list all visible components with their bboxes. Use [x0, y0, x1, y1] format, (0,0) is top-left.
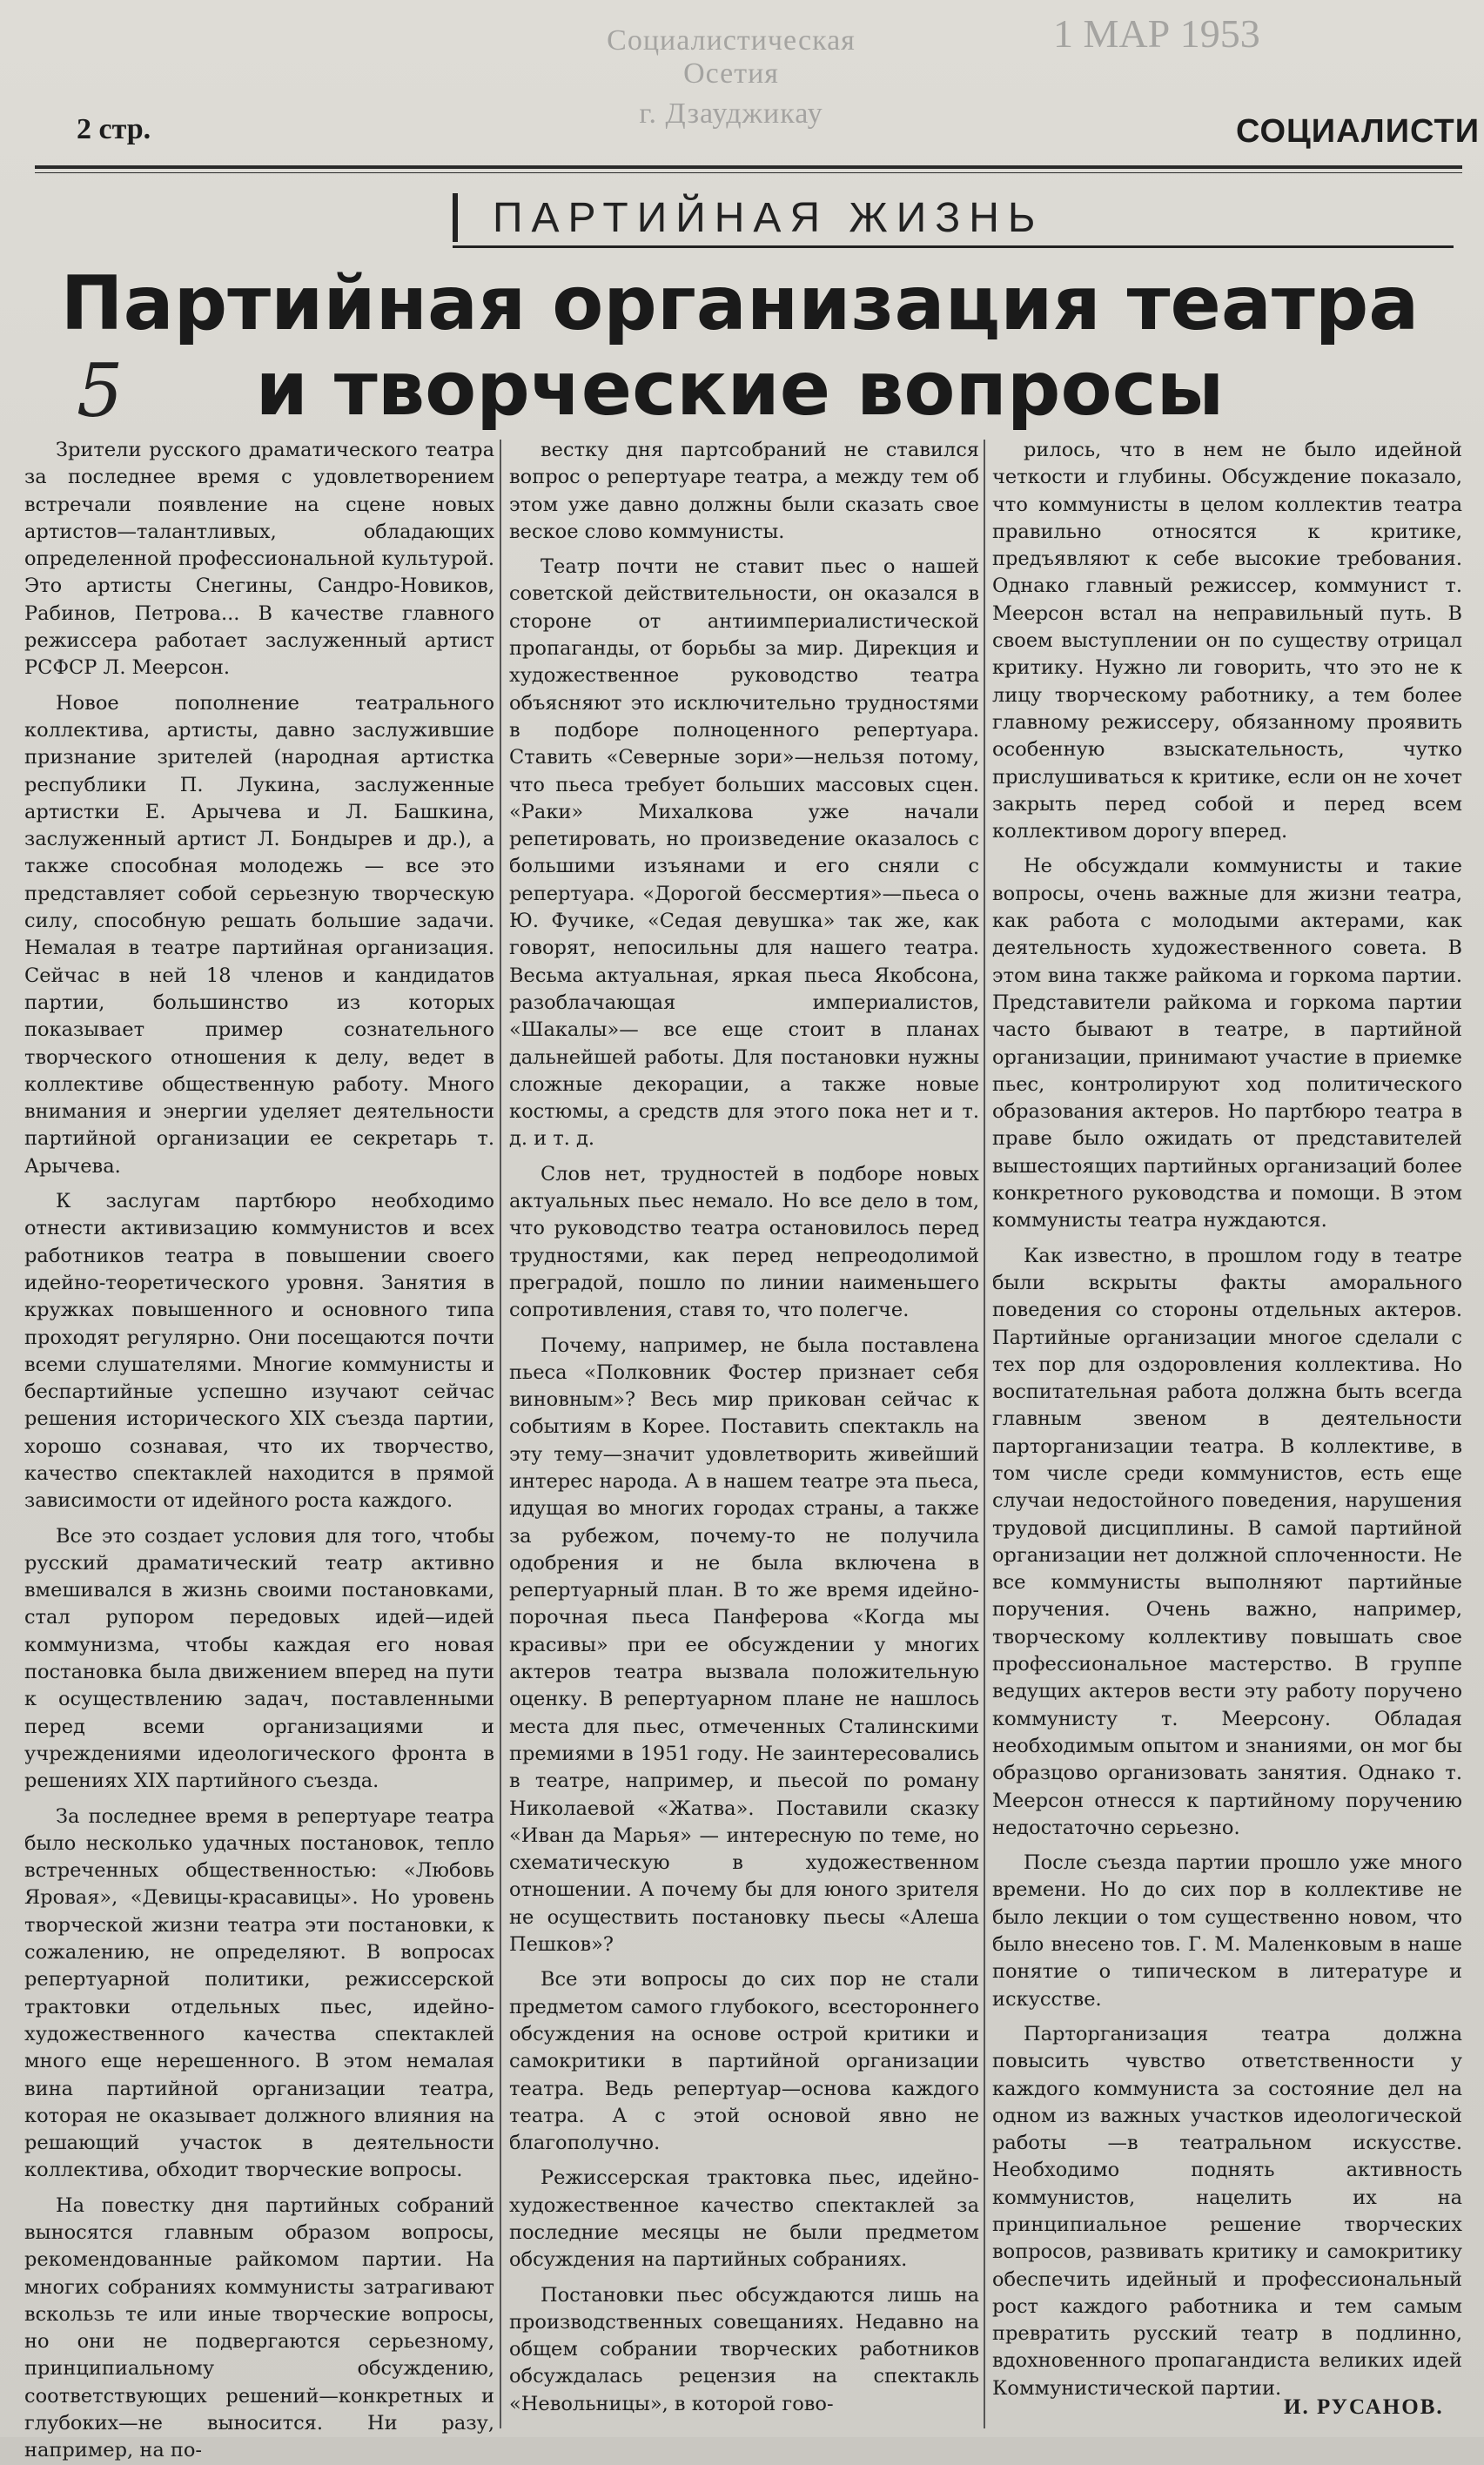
article-paragraph: К заслугам партбюро необходимо отнести активизацию коммунистов и всех работников театра в повышении своего идейно-теоретического уровня. Занятия в кружках повышенного и основного типа проходят регулярно. Они посещаются почти всеми слушателями. Многие коммунисты и беспартийные успешно изучают сейчас решения исторического XIX съезда партии, хорошо сознавая, что их творчество, качество спектаклей находится в прямой зависимости от идейного роста каждого. — [24, 1190, 494, 1513]
newspaper-name: СОЦИАЛИСТИ — [1236, 113, 1481, 150]
stamp-line-1: Социалистическая Осетия — [607, 24, 856, 90]
article-paragraph: После съезда партии прошло уже много времени. Но до сих пор в коллективе не было лекции о том существенно новом, что было внесено тов. Г. М. Маленковым в наше понятие о типическом в литературе и искусстве. — [992, 1851, 1462, 2011]
article-paragraph: Все это создает условия для того, чтобы русский драматический театр активно вмешивался в жизнь своими постановками, стал рупором передовых идей—идей коммунизма, чтобы каждая его новая постановка была движением вперед на пути к осуществлению задач, поставленными перед всеми организациями и учреждениями идеологического фронта в решениях XIX партийного съезда. — [24, 1524, 494, 1793]
article-paragraph: Постановки пьес обсуждаются лишь на производственных совещаниях. Недавно на общем собрании творческих работников обсуждалась рецензия на спектакль «Невольницы», в которой гово- — [509, 2283, 979, 2415]
header-rule-thin — [35, 172, 1462, 173]
article-paragraph: Почему, например, не была поставлена пьеса «Полковник Фостер признает себя виновным»? Весь мир прикован сейчас к событиям в Корее. Поставить спектакль на эту тему—значит удовлетворить живейший интерес народа. А в нашем театре эта пьеса, идущая во многих городах страны, а также за рубежом, почему-то не получила одобрения и не была включена в репертуарный план. В то же время идейно-порочная пьеса Панферова «Когда мы красивы» при ее обсуждении у многих актеров театра вызвала положительную оценку. В репертуарном плане не нашлось места для пьес, отмеченных Сталинскими премиями в 1951 году. Не заинтересовались в театре, например, и пьесой по роману Николаевой «Жатва». Поставили сказку «Иван да Марья» — интересную по теме, но схематическую в художественном отношении. А почему бы для юного зрителя не осуществить постановку пьесы «Алеша Пешков»? — [509, 1333, 979, 1957]
stamp-date: 1 МАР 1953 — [1053, 11, 1260, 56]
article-column-3 — [992, 437, 1462, 2430]
stamp-line-2: г. Дзауджикау — [639, 97, 823, 130]
article-paragraph: Партоpганизация театра должна повысить чувство ответственности у каждого коммуниста за состояние дел на одном из важных участков идеологической работы —в театральном искусстве. Необходимо поднять активность коммунистов, нацелить их на принципиальное решение творческих вопросов, развивать критику и самокритику обеспечить идейный и профессиональный рост каждого работника и тем самым превратить русский театр в подлинно, вдохновенного пропагандиста великих идей Коммунистической партии. — [992, 2022, 1462, 2400]
article-column-1 — [24, 437, 494, 2462]
page-number: 2 стр. — [77, 113, 151, 145]
section-bar — [453, 193, 458, 242]
headline-line-2: и творческие вопросы — [255, 346, 1225, 433]
article-paragraph: рилось, что в нем не было идейной четкости и глубины. Обсуждение показало, что коммунисты в целом коллектив театра правильно относятся к критике, предъявляют к себе высокие требования. Однако главный режиссер, коммунист т. Меерсон встал на неправильный путь. В своем выступлении он по существу отрицал критику. Нужно ли говорить, что это не к лицу творческому работнику, а тем более главному режиссеру, обязанному проявить особенную взыскательность, чутко прислушиваться к критике, если он не хочет закрыть перед собой и перед всем коллективом дорогу вперед. — [992, 439, 1462, 843]
article-paragraph: Новое пополнение театрального коллектива, артисты, давно заслужившие признание зрителей (народная артистка республики П. Лукина, заслуженные артистки Е. Арычева и Л. Башкина, заслуженный артист Л. Бондырев и др.), а также способная молодежь — все это представляет собой серьезную творческую силу, способную решать большие задачи. Немалая в театре партийная организация. Сейчас в ней 18 членов и кандидатов партии, большинство из которых показывает пример сознательного творческого отношения к делу, ведет в коллективе общественную работу. Много внимания и энергии уделяет деятельности партийной организации ее секретарь т. Арычева. — [24, 691, 494, 1178]
article-paragraph: Театр почти не ставит пьес о нашей советской действительности, он оказался в стороне от антиимпериалистической пропаганды, от борьбы за мир. Дирекция и художественное руководство театра объясняют это исключительно трудностями в подборе полноценного репертуара. Ставить «Северные зори»—нельзя потому, что пьеса требует больших массовых сцен. «Раки» Михалкова уже начали репетировать, но произведение оказалось с большими изъянами и его сняли с репертуара. «Дорогой бессмертия»—пьеса о Ю. Фучике, «Седая девушка» так же, как говорят, непосильны для нашего театра. Весьма актуальная, яркая пьеса Якобсона, разоблачающая империалистов, «Шакалы»— все еще стоит в планах дальнейшей работы. Для постановки нужны сложные декорации, а также новые костюмы, а средств для этого пока нет и т. д. и т. д. — [509, 555, 979, 1151]
article-paragraph: Все эти вопросы до сих пор не стали предметом самого глубокого, всестороннего обсуждения на основе острой критики и самокритики в партийной организации театра. Ведь репертуар—основа каждого театра. А с этой основой явно не благополучно. — [509, 1968, 979, 2155]
handwritten-mark: 5 — [77, 348, 124, 433]
article-column-2 — [509, 437, 979, 2430]
headline-line-1: Партийная организация театра — [60, 260, 1420, 347]
article-paragraph: Слов нет, трудностей в подборе новых актуальных пьес немало. Но все дело в том, что руководство театра остановилось перед трудностями, как перед непреодолимой преградой, пошло по линии наименьшего сопротивления, ставя то, что полегче. — [509, 1162, 979, 1322]
library-stamp — [557, 24, 905, 130]
header-rule — [35, 165, 1462, 169]
column-divider — [984, 440, 985, 2428]
article-paragraph: Не обсуждали коммунисты и такие вопросы, очень важные для жизни театра, как работа с молодыми актерами, как деятельность художественного совета. В этом вина также райкома и горкома партии. Представители райкома и горкома партии часто бывают в театре, в партийной организации, принимают участие в приемке пьес, контролируют ход политического образования актеров. Но партбюро театра в праве было ожидать от представителей вышестоящих партийных организаций более конкретного руководства и помощи. В этом коммунисты театра нуждаются. — [992, 855, 1462, 1232]
section-title: ПАРТИЙНАЯ ЖИЗНЬ — [493, 194, 1044, 241]
article-paragraph: За последнее время в репертуаре театра было несколько удачных постановок, тепло встреченных общественностью: «Любовь Яровая», «Девицы-красавицы». Но уровень творческой жизни театра эти постановки, к сожалению, не определяют. В вопросах репертуарной политики, режиссерской трактовки отдельных пьес, идейно-художественного качества спектаклей много еще нерешенного. В этом немалая вина партийной организации театра, которая не оказывает должного влияния на решающий участок в деятельности коллектива, обходит творческие вопросы. — [24, 1804, 494, 2182]
section-rule — [453, 245, 1454, 248]
section-heading — [453, 191, 1454, 244]
column-divider — [500, 440, 501, 2428]
article-headline — [52, 261, 1427, 432]
article-paragraph: вестку дня партсобраний не ставился вопрос о репертуаре театра, а между тем об этом уже давно должны были сказать свое веское слово коммунисты. — [509, 439, 979, 543]
article-paragraph: Зрители русского драматического театра за последнее время с удовлетворением встречали появление на сцене новых артистов—талантливых, обладающих определенной профессиональной культурой. Это артисты Снегины, Сандро-Новиков, Рабинов, Петрова... В качестве главного режиссера работает заслуженный артист РСФСР Л. Меерсон. — [24, 439, 494, 680]
article-paragraph: На повестку дня партийных собраний выносятся главным образом вопросы, рекомендованные райкомом партии. На многих собраниях коммунисты затрагивают вскользь те или иные творческие вопросы, но они не подвергаются серьезному, принципиальному обсуждению, соответствующих решений—конкретных и глубоких—не выносится. Ни разу, например, на по- — [24, 2193, 494, 2462]
author-signature: И. РУСАНОВ. — [1284, 2395, 1444, 2419]
article-paragraph: Как известно, в прошлом году в театре были вскрыты факты аморального поведения со стороны отдельных актеров. Партийные организации многое сделали с тех пор для оздоровления коллектива. Но воспитательная работа должна быть всегда главным звеном в деятельности партоpганизации театра. В коллективе, в том числе среди коммунистов, есть еще случаи недостойного поведения, нарушения трудовой дисциплины. В самой партийной организации нет должной сплоченности. Не все коммунисты выполняют партийные поручения. Очень важно, например, творческому коллективу повышать свое профессиональное мастерство. В группе ведущих актеров вести эту работу поручено коммунисту т. Меерсону. Обладая необходимым опытом и знаниями, он мог бы образцово организовать занятия. Однако т. Меерсон отнесся к партийному поручению недостаточно серьезно. — [992, 1244, 1462, 1839]
article-paragraph: Режиссерская трактовка пьес, идейно-художественное качество спектаклей за последние месяцы не были предметом обсуждения на партийных собраниях. — [509, 2166, 979, 2272]
